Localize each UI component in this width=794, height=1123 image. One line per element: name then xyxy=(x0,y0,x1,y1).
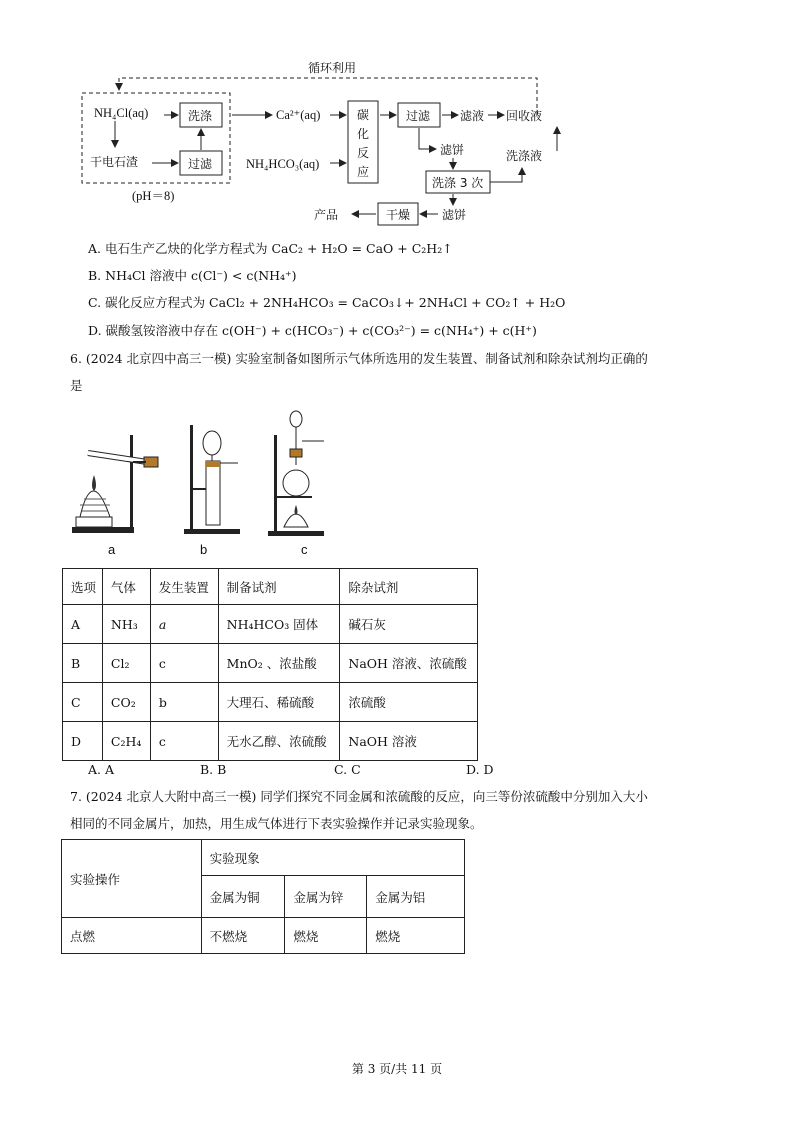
filter-cake-label-2: 滤饼 xyxy=(442,208,467,222)
carbonation-char-1: 碳 xyxy=(357,108,370,122)
carbonation-char-2: 化 xyxy=(357,127,370,141)
q6-cell: c xyxy=(150,722,218,761)
q5-option-a: A. 电石生产乙炔的化学方程式为 CaC₂ + H₂O = CaO + C₂H₂↑ xyxy=(88,241,453,256)
q7-op-header: 实验操作 xyxy=(62,840,202,918)
q6-choice-b: B. B xyxy=(200,762,227,777)
q6-cell: CO₂ xyxy=(102,683,150,722)
q7-stem-line2: 相同的不同金属片，加热，用生成气体进行下表实验操作并记录实验现象。 xyxy=(70,816,483,831)
q7-stem-line1: 7. (2024 北京人大附中高三一模) 同学们探究不同金属和浓硫酸的反应，向三等份浓硫酸中分别加入大小 xyxy=(70,789,648,804)
process-flowchart xyxy=(60,55,620,235)
apparatus-label-c: c xyxy=(301,542,308,557)
q7-result-copper: 不燃烧 xyxy=(201,918,285,954)
q7-result-zinc: 燃烧 xyxy=(285,918,367,954)
q7-table xyxy=(61,839,465,954)
q6-choice-d: D. D xyxy=(466,762,494,777)
table-row xyxy=(63,605,478,644)
q6-cell: NaOH 溶液、浓硫酸 xyxy=(340,644,478,683)
table-row xyxy=(63,683,478,722)
q6-cell: Cl₂ xyxy=(102,644,150,683)
table-row xyxy=(63,722,478,761)
filter-cake-label-1: 滤饼 xyxy=(440,143,465,157)
q6-stem-line2: 是 xyxy=(70,378,83,393)
q6-header-apparatus: 发生装置 xyxy=(150,569,218,605)
recovered-label: 回收液 xyxy=(506,109,543,123)
q6-cell: c xyxy=(150,644,218,683)
q7-row-op: 点燃 xyxy=(62,918,202,954)
carbonation-char-3: 反 xyxy=(357,146,370,160)
q6-cell: B xyxy=(63,644,103,683)
q6-header-option: 选项 xyxy=(63,569,103,605)
q6-header-gas: 气体 xyxy=(102,569,150,605)
table-row xyxy=(62,918,465,954)
q6-header-reagents: 制备试剂 xyxy=(218,569,340,605)
cycle-label: 循环利用 xyxy=(308,61,357,75)
q7-metal-aluminum: 金属为铝 xyxy=(367,876,465,918)
q7-result-aluminum: 燃烧 xyxy=(367,918,465,954)
wash-liquid-label: 洗涤液 xyxy=(506,149,543,163)
q6-cell: 大理石、稀硫酸 xyxy=(218,683,340,722)
q6-cell: C₂H₄ xyxy=(102,722,150,761)
q6-cell: a xyxy=(150,605,218,644)
filter-box-1: 过滤 xyxy=(188,157,213,171)
q6-cell: b xyxy=(150,683,218,722)
page-footer: 第 3 页/共 11 页 xyxy=(351,1062,443,1076)
q6-table-header-row xyxy=(63,569,478,605)
q6-cell: NH₃ xyxy=(102,605,150,644)
nh4cl-label: NH₄Cl(aq) xyxy=(94,106,149,120)
q7-phenomenon-header: 实验现象 xyxy=(201,840,464,876)
product-label: 产品 xyxy=(314,208,339,222)
q6-cell: A xyxy=(63,605,103,644)
q6-table xyxy=(62,568,478,761)
ph-label: (pH＝8) xyxy=(132,189,175,203)
wash-box: 洗涤 xyxy=(188,109,213,123)
apparatus-c-drawing xyxy=(268,411,324,536)
carbonation-char-4: 应 xyxy=(357,165,370,179)
wash3-box: 洗涤 3 次 xyxy=(432,176,484,190)
q6-cell: D xyxy=(63,722,103,761)
q6-cell: MnO₂ 、浓盐酸 xyxy=(218,644,340,683)
q6-cell: C xyxy=(63,683,103,722)
q5-option-b: B. NH₄Cl 溶液中 c(Cl⁻) < c(NH₄⁺) xyxy=(88,268,297,283)
q6-cell: NaOH 溶液 xyxy=(340,722,478,761)
apparatus-label-a: a xyxy=(108,542,116,557)
q5-option-c: C. 碳化反应方程式为 CaCl₂ + 2NH₄HCO₃ = CaCO₃↓+ 2NH₄Cl + CO₂↑ + H₂O xyxy=(88,295,566,310)
q6-choice-a: A. A xyxy=(88,762,115,777)
q7-metal-zinc: 金属为锌 xyxy=(285,876,367,918)
q6-cell: NH₄HCO₃ 固体 xyxy=(218,605,340,644)
q6-cell: 浓硫酸 xyxy=(340,683,478,722)
filtrate-label: 滤液 xyxy=(460,109,485,123)
apparatus-label-b: b xyxy=(200,542,208,557)
q5-option-d: D. 碳酸氢铵溶液中存在 c(OH⁻) + c(HCO₃⁻) + c(CO₃²⁻) = c(NH₄⁺) + c(H⁺) xyxy=(88,323,537,338)
q6-stem-line1: 6. (2024 北京四中高三一模) 实验室制备如图所示气体所选用的发生装置、制备试剂和除杂试剂均正确的 xyxy=(70,351,648,366)
q6-cell: 无水乙醇、浓硫酸 xyxy=(218,722,340,761)
q6-cell: 碱石灰 xyxy=(340,605,478,644)
q6-header-purification: 除杂试剂 xyxy=(340,569,478,605)
carbide-slag-label: 干电石渣 xyxy=(90,155,139,169)
q7-metal-copper: 金属为铜 xyxy=(201,876,285,918)
apparatus-figure xyxy=(62,405,342,545)
dry-box: 干燥 xyxy=(386,208,411,222)
nh4hco3-label: NH₄HCO₃(aq) xyxy=(246,157,320,171)
q6-choice-c: C. C xyxy=(334,762,361,777)
apparatus-b-drawing xyxy=(184,425,240,534)
table-row xyxy=(63,644,478,683)
ca-ion-label: Ca²⁺(aq) xyxy=(276,108,321,122)
filter-box-2: 过滤 xyxy=(406,109,431,123)
apparatus-a-drawing xyxy=(72,435,158,533)
